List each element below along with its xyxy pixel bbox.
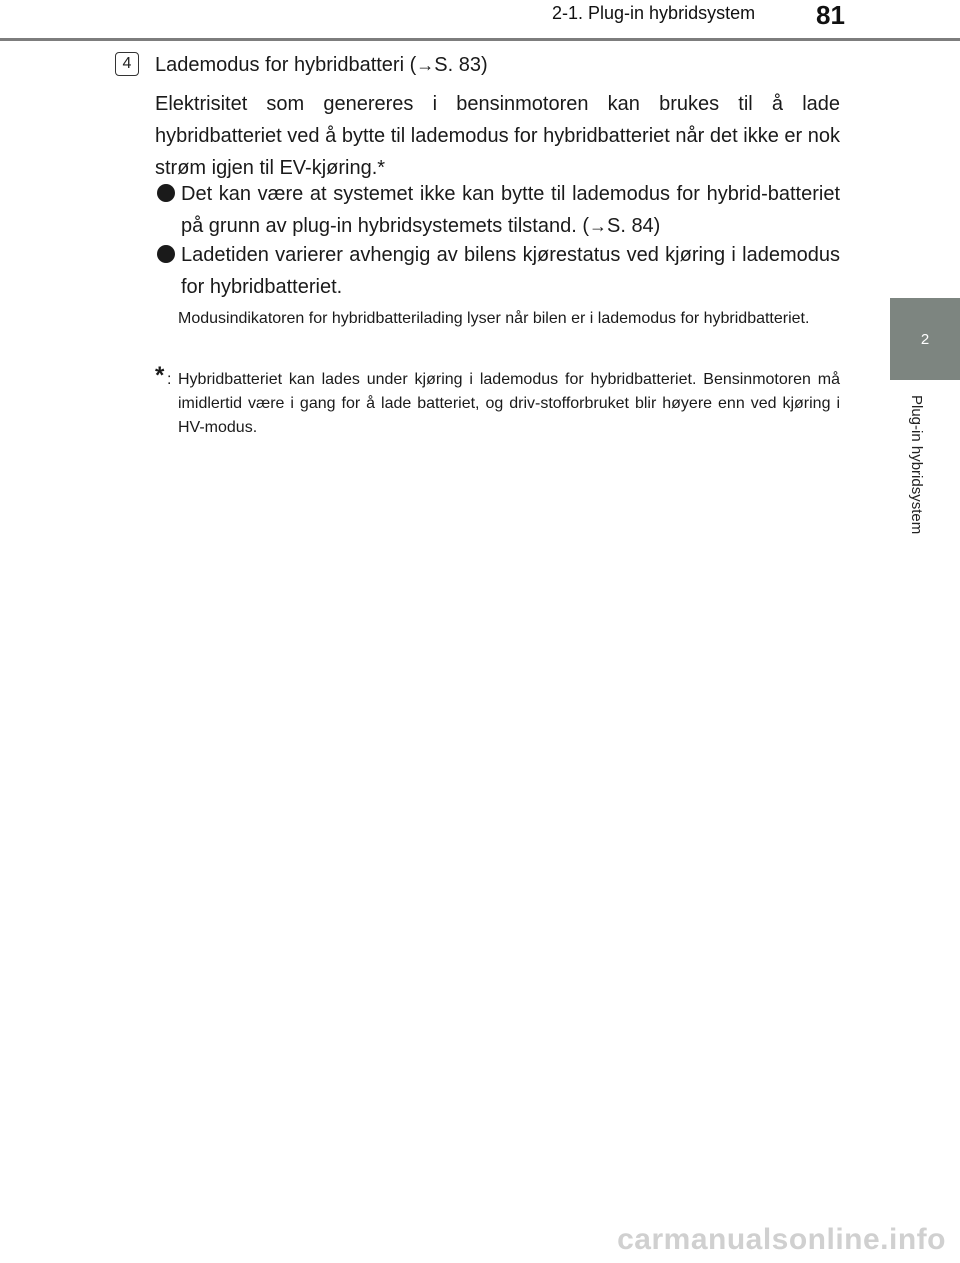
footnote [155, 362, 840, 440]
bullet-dot-icon [157, 245, 175, 263]
chapter-tab-label: Plug-in hybridsystem [908, 395, 925, 535]
header-divider [0, 38, 960, 41]
footnote-mark: * [155, 362, 165, 389]
footnote-text: Hybridbatteriet kan lades under kjøring i lademodus for hybridbatteriet. Bensinmotoren må imidlertid være i gang for å lade batteriet, og driv-stofforbruket blir høyere enn ved kjøring i HV-modus. [178, 371, 840, 436]
arrow-right-icon: → [416, 55, 435, 75]
item-marker: 4 [115, 52, 139, 76]
watermark: carmanualsonline.info [617, 1223, 946, 1256]
item-title-text: Lademodus for hybridbatteri ( [155, 54, 417, 76]
header-section-title: 2-1. Plug-in hybridsystem [552, 3, 756, 23]
bullet-text: Ladetiden varierer avhengig av bilens kjørestatus ved kjøring i lademodus for hybridbatteriet. [181, 244, 840, 298]
chapter-tab-number: 2 [920, 330, 930, 348]
bullet-ref[interactable]: S. 84) [606, 215, 661, 237]
page-number: 81 [816, 0, 845, 30]
list-item [155, 178, 840, 242]
bullet-dot-icon [157, 184, 175, 202]
bullet-text: Det kan være at systemet ikke kan bytte til lademodus for hybrid-batteriet på grunn av plug-in hybridsystemets tilstand. ( [181, 183, 840, 237]
item-paragraph: Elektrisitet som genereres i bensinmotoren kan brukes til å lade hybridbatteriet ved å bytte til lademodus for hybridbatteriet når det ikke er nok strøm igjen til EV-kjøring.* [155, 93, 840, 179]
footnote-colon: : [167, 371, 172, 388]
item-title [155, 54, 488, 77]
chapter-tab [890, 298, 960, 380]
list-item [155, 239, 840, 303]
arrow-right-icon: → [588, 216, 607, 236]
item-title-ref[interactable]: S. 83) [434, 54, 488, 76]
item-note: Modusindikatoren for hybridbatterilading lyser når bilen er i lademodus for hybridbatteriet. [178, 310, 810, 327]
